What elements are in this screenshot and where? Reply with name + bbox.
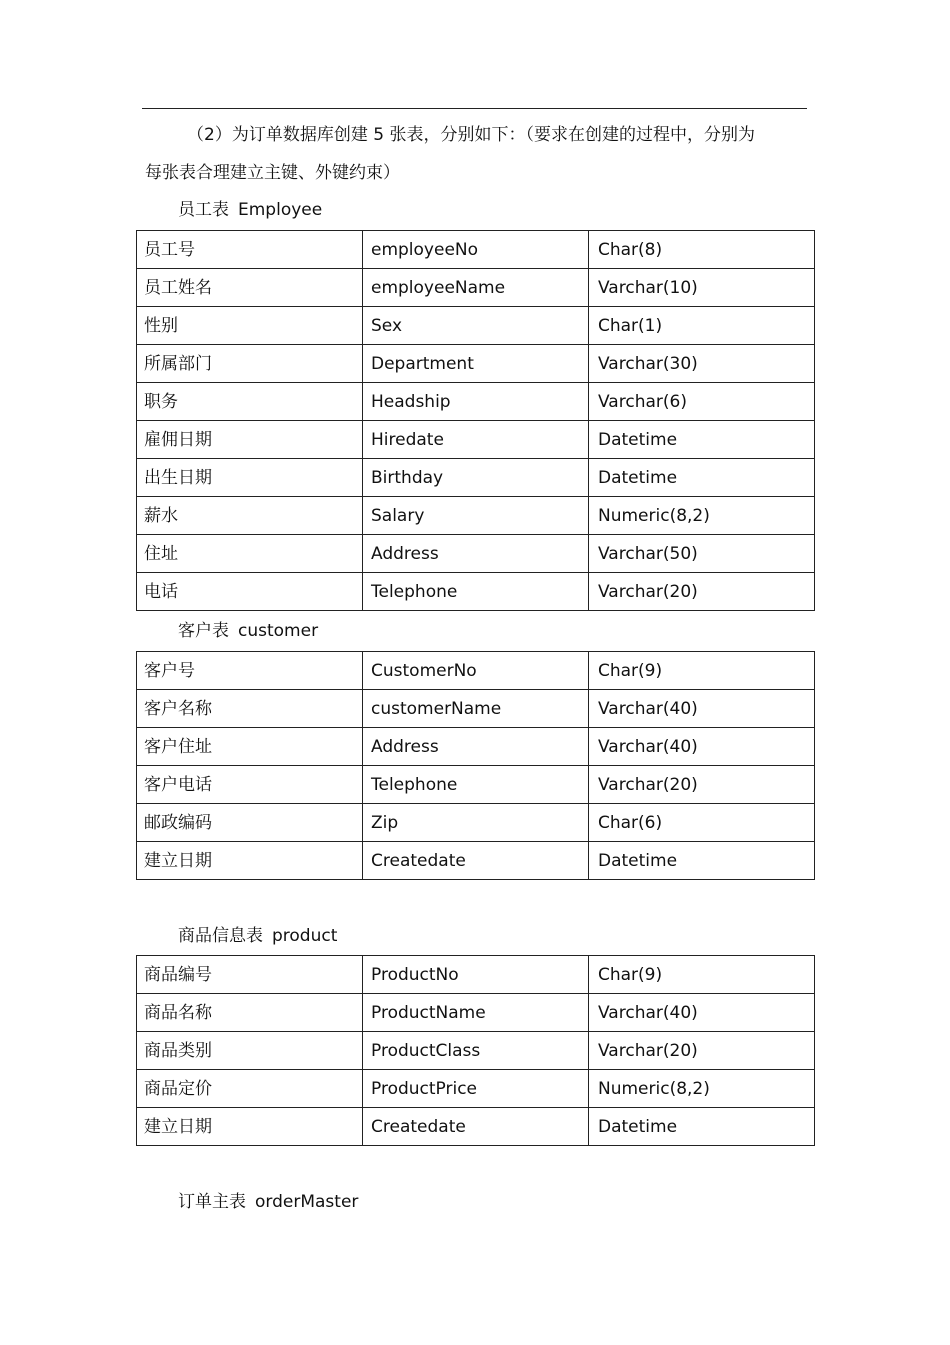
employee-table (136, 230, 815, 611)
field-en-cell: Address (363, 728, 589, 766)
customer-caption-cn: 客户表 (178, 621, 229, 641)
field-type-cell: Char(1) (589, 307, 815, 345)
field-cn-cell: 建立日期 (137, 1108, 363, 1146)
table-row (137, 1070, 815, 1108)
field-type-cell: Varchar(10) (589, 269, 815, 307)
field-type-cell: Char(6) (589, 804, 815, 842)
field-en-cell: ProductPrice (363, 1070, 589, 1108)
field-en-cell: customerName (363, 690, 589, 728)
table-row (137, 652, 815, 690)
field-cn-cell: 邮政编码 (137, 804, 363, 842)
field-en-cell: employeeNo (363, 231, 589, 269)
field-cn-cell: 客户住址 (137, 728, 363, 766)
header-rule (142, 108, 807, 109)
field-cn-cell: 所属部门 (137, 345, 363, 383)
ordermaster-table-caption (178, 1191, 358, 1213)
field-en-cell: Department (363, 345, 589, 383)
table-row (137, 345, 815, 383)
field-cn-cell: 员工号 (137, 231, 363, 269)
field-en-cell: Hiredate (363, 421, 589, 459)
field-cn-cell: 薪水 (137, 497, 363, 535)
field-cn-cell: 电话 (137, 573, 363, 611)
field-type-cell: Varchar(40) (589, 690, 815, 728)
field-en-cell: Createdate (363, 842, 589, 880)
product-caption-cn: 商品信息表 (178, 926, 263, 946)
field-type-cell: Varchar(6) (589, 383, 815, 421)
field-type-cell: Datetime (589, 459, 815, 497)
field-en-cell: Sex (363, 307, 589, 345)
field-cn-cell: 商品名称 (137, 994, 363, 1032)
employee-caption-cn: 员工表 (178, 200, 229, 220)
table-row (137, 383, 815, 421)
field-type-cell: Varchar(40) (589, 728, 815, 766)
field-en-cell: Salary (363, 497, 589, 535)
table-row (137, 728, 815, 766)
field-type-cell: Varchar(40) (589, 994, 815, 1032)
field-type-cell: Numeric(8,2) (589, 1070, 815, 1108)
field-en-cell: ProductClass (363, 1032, 589, 1070)
employee-caption-en: Employee (238, 200, 323, 220)
field-type-cell: Numeric(8,2) (589, 497, 815, 535)
customer-table-caption (178, 620, 318, 642)
field-cn-cell: 商品编号 (137, 956, 363, 994)
field-type-cell: Datetime (589, 1108, 815, 1146)
table-row (137, 307, 815, 345)
field-en-cell: ProductName (363, 994, 589, 1032)
field-type-cell: Char(8) (589, 231, 815, 269)
table-row (137, 459, 815, 497)
field-cn-cell: 建立日期 (137, 842, 363, 880)
field-type-cell: Char(9) (589, 652, 815, 690)
product-table (136, 955, 815, 1146)
table-row (137, 766, 815, 804)
table-row (137, 269, 815, 307)
field-cn-cell: 职务 (137, 383, 363, 421)
field-type-cell: Datetime (589, 842, 815, 880)
ordermaster-caption-cn: 订单主表 (178, 1192, 246, 1212)
table-row (137, 956, 815, 994)
table-row (137, 421, 815, 459)
table-row (137, 535, 815, 573)
table-row (137, 804, 815, 842)
intro-line-2: 每张表合理建立主键、外键约束） (145, 163, 400, 183)
field-cn-cell: 员工姓名 (137, 269, 363, 307)
ordermaster-caption-en: orderMaster (255, 1192, 359, 1212)
field-cn-cell: 客户号 (137, 652, 363, 690)
field-type-cell: Datetime (589, 421, 815, 459)
field-en-cell: Telephone (363, 766, 589, 804)
field-type-cell: Varchar(50) (589, 535, 815, 573)
table-row (137, 842, 815, 880)
field-type-cell: Varchar(20) (589, 766, 815, 804)
table-row (137, 1032, 815, 1070)
field-en-cell: Birthday (363, 459, 589, 497)
table-row (137, 1108, 815, 1146)
table-row (137, 573, 815, 611)
product-caption-en: product (272, 926, 338, 946)
field-en-cell: ProductNo (363, 956, 589, 994)
customer-table (136, 651, 815, 880)
field-cn-cell: 性别 (137, 307, 363, 345)
field-en-cell: Address (363, 535, 589, 573)
table-row (137, 690, 815, 728)
table-row (137, 497, 815, 535)
field-en-cell: Zip (363, 804, 589, 842)
product-table-caption (178, 925, 337, 947)
field-cn-cell: 出生日期 (137, 459, 363, 497)
field-type-cell: Varchar(30) (589, 345, 815, 383)
table-row (137, 994, 815, 1032)
field-en-cell: Telephone (363, 573, 589, 611)
field-cn-cell: 住址 (137, 535, 363, 573)
customer-caption-en: customer (238, 621, 319, 641)
table-row (137, 231, 815, 269)
field-cn-cell: 商品类别 (137, 1032, 363, 1070)
field-type-cell: Char(9) (589, 956, 815, 994)
field-en-cell: Headship (363, 383, 589, 421)
field-cn-cell: 雇佣日期 (137, 421, 363, 459)
field-type-cell: Varchar(20) (589, 573, 815, 611)
field-en-cell: employeeName (363, 269, 589, 307)
intro-line-1: （2）为订单数据库创建 5 张表，分别如下：（要求在创建的过程中，分别为 (187, 125, 755, 145)
field-en-cell: CustomerNo (363, 652, 589, 690)
field-cn-cell: 商品定价 (137, 1070, 363, 1108)
field-type-cell: Varchar(20) (589, 1032, 815, 1070)
employee-table-caption (178, 199, 322, 221)
field-cn-cell: 客户名称 (137, 690, 363, 728)
field-cn-cell: 客户电话 (137, 766, 363, 804)
field-en-cell: Createdate (363, 1108, 589, 1146)
